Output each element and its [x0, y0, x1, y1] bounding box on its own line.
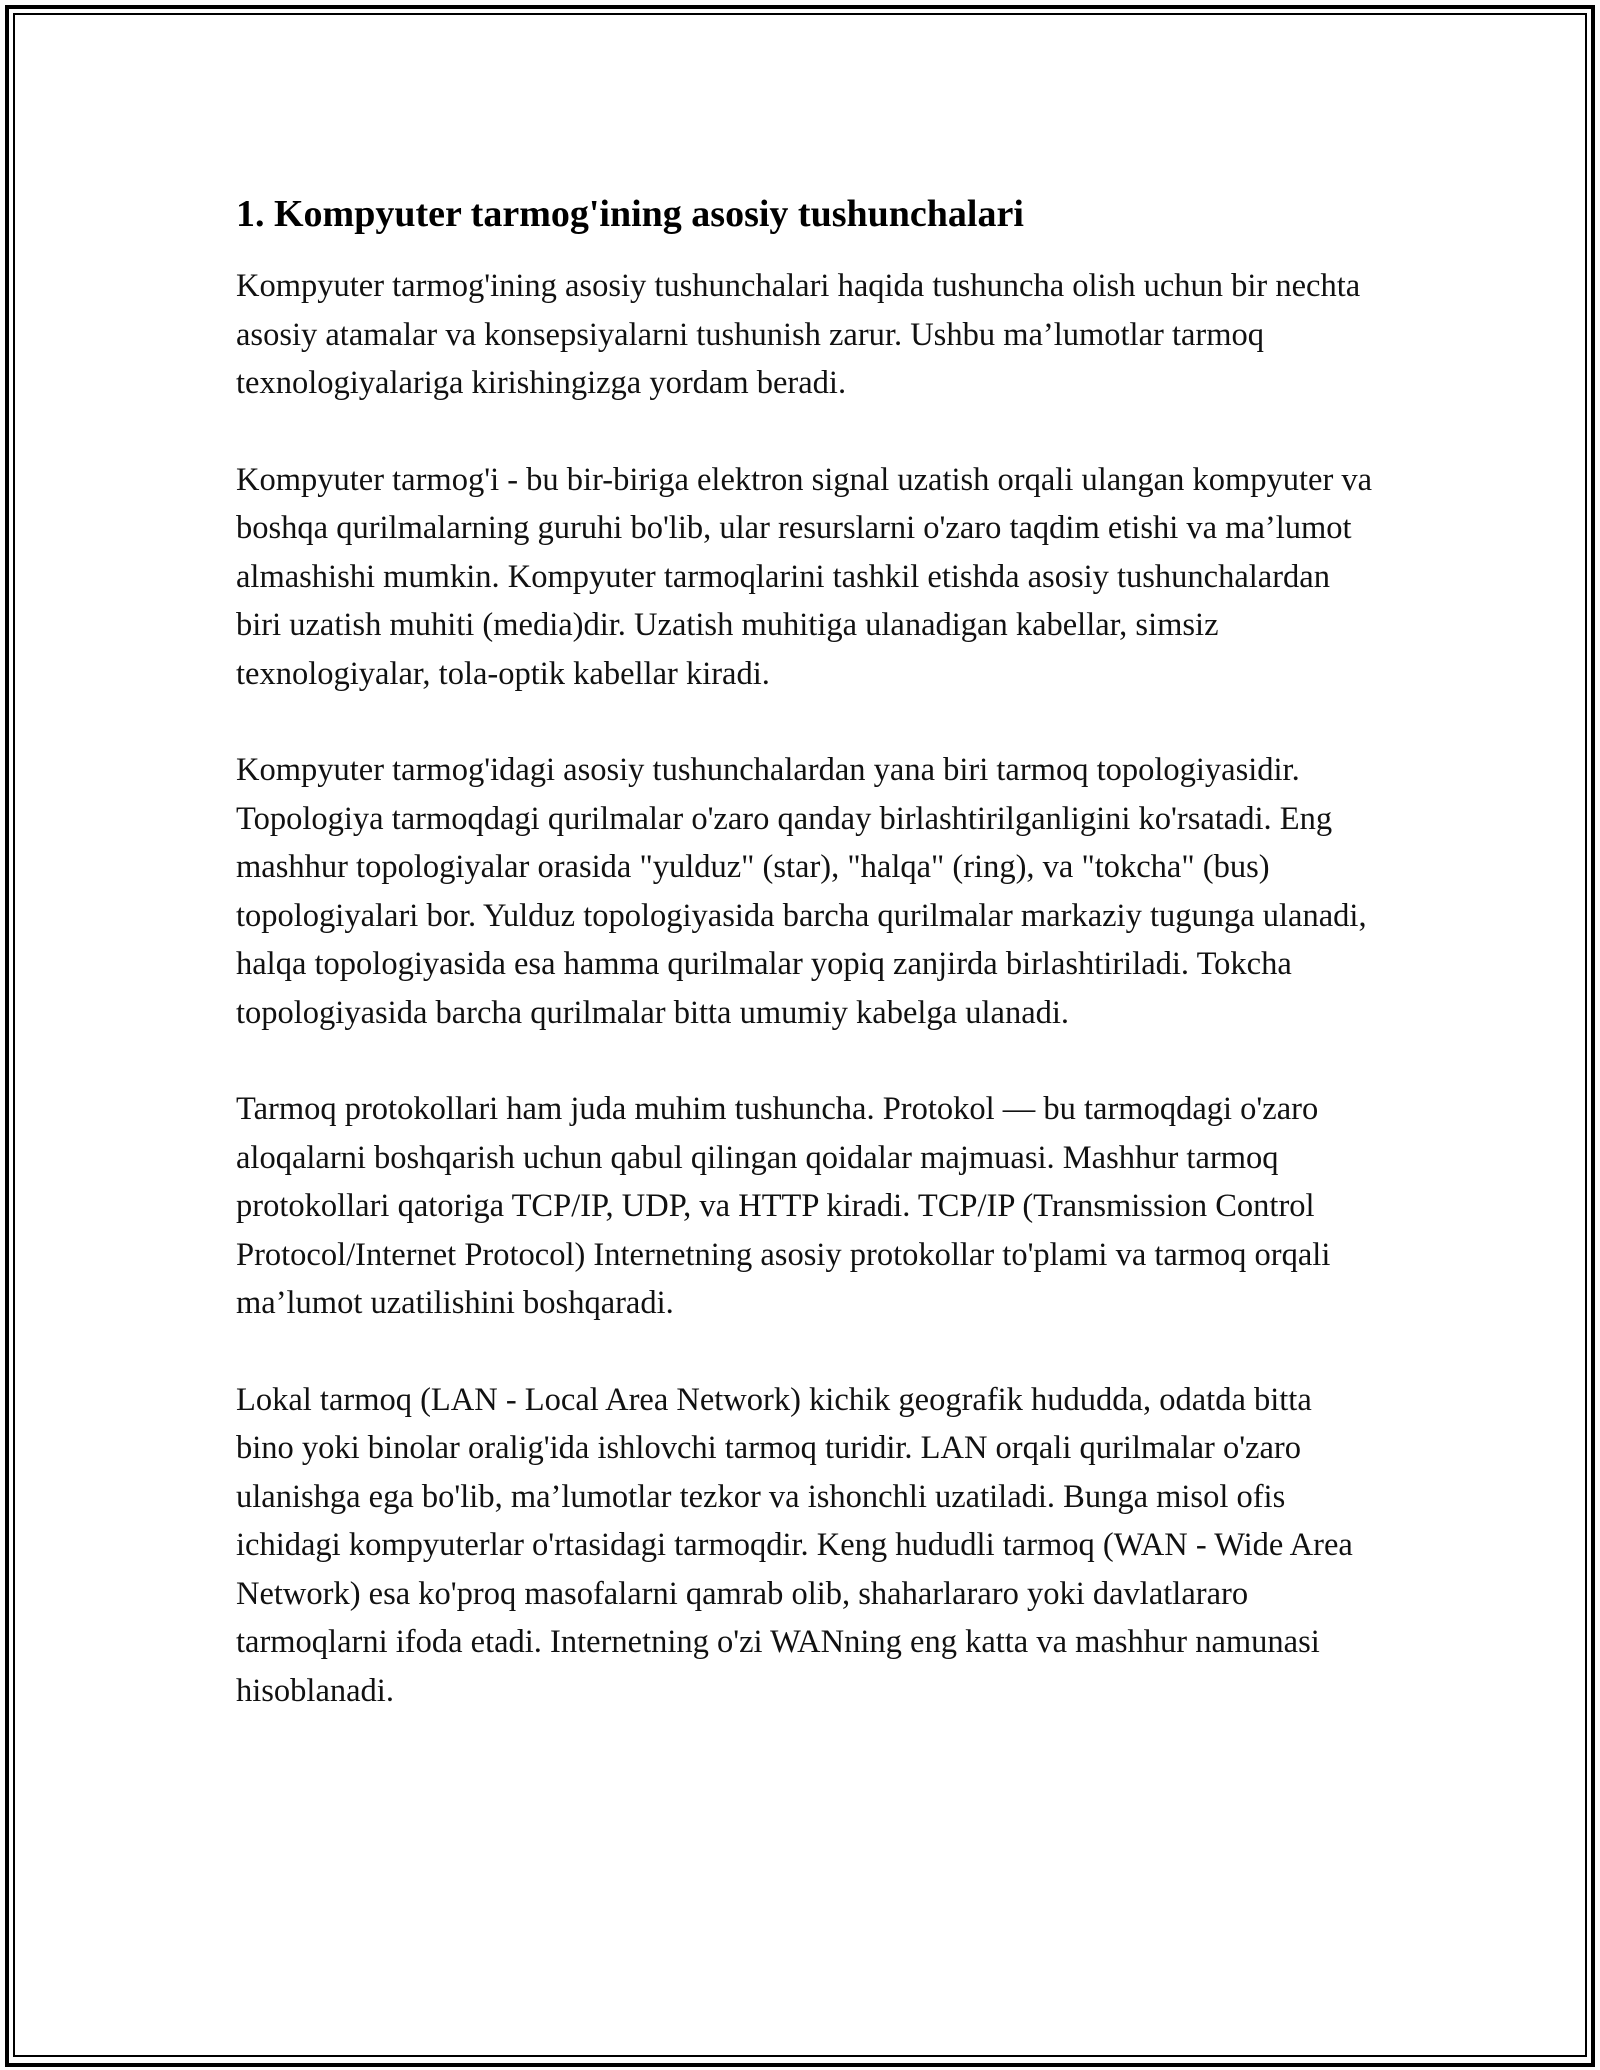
- paragraph-intro: Kompyuter tarmog'ining asosiy tushunchalari haqida tushuncha olish uchun bir nechta asosiy atamalar va konsepsiyalarni tushunish zarur. Ushbu ma’lumotlar tarmoq texnologiyalariga kirishingizga yordam beradi.: [236, 268, 1361, 401]
- document-body: [236, 188, 1376, 1763]
- paragraph-topology: Kompyuter tarmog'idagi asosiy tushunchalardan yana biri tarmoq topologiyasidir. Topologiya tarmoqdagi qurilmalar o'zaro qanday birlashtirilganligini ko'rsatadi. Eng mashhur topologiyalar orasida "yulduz" (star), "halqa" (ring), va "tokcha" (bus) topologiyalari bor. Yulduz topologiyasida barcha qurilmalar markaziy tugunga ulanadi, halqa topologiyasida esa hamma qurilmalar yopiq zanjirda birlashtiriladi. Tokcha topologiyasida barcha qurilmalar bitta umumiy kabelga ulanadi.: [236, 752, 1367, 1031]
- paragraph-network-definition: Kompyuter tarmog'i - bu bir-biriga elektron signal uzatish orqali ulangan kompyuter va boshqa qurilmalarning guruhi bo'lib, ular resurslarni o'zaro taqdim etishi va ma’lumot almashishi mumkin. Kompyuter tarmoqlarini tashkil etishda asosiy tushunchalardan biri uzatish muhiti (media)dir. Uzatish muhitiga ulanadigan kabellar, simsiz texnologiyalar, tola-optik kabellar kiradi.: [236, 461, 1373, 692]
- paragraph-lan-wan: Lokal tarmoq (LAN - Local Area Network) kichik geografik hududda, odatda bitta bino yoki binolar oralig'ida ishlovchi tarmoq turidir. LAN orqali qurilmalar o'zaro ulanishga ega bo'lib, ma’lumotlar tezkor va ishonchli uzatiladi. Bunga misol ofis ichidagi kompyuterlar o'rtasidagi tarmoqdir. Keng hududli tarmoq (WAN - Wide Area Network) esa ko'proq masofalarni qamrab olib, shaharlararo yoki davlatlararo tarmoqlarni ifoda etadi. Internetning o'zi WANning eng katta va mashhur namunasi hisoblanadi.: [236, 1381, 1353, 1709]
- document-title: 1. Kompyuter tarmog'ining asosiy tushunchalari: [236, 193, 1024, 235]
- paragraph-protocols: Tarmoq protokollari ham juda muhim tushuncha. Protokol — bu tarmoqdagi o'zaro aloqalarni boshqarish uchun qabul qilingan qoidalar majmuasi. Mashhur tarmoq protokollari qatoriga TCP/IP, UDP, va HTTP kiradi. TCP/IP (Transmission Control Protocol/Internet Protocol) Internetning asosiy protokollar to'plami va tarmoq orqali ma’lumot uzatilishini boshqaradi.: [236, 1091, 1331, 1321]
